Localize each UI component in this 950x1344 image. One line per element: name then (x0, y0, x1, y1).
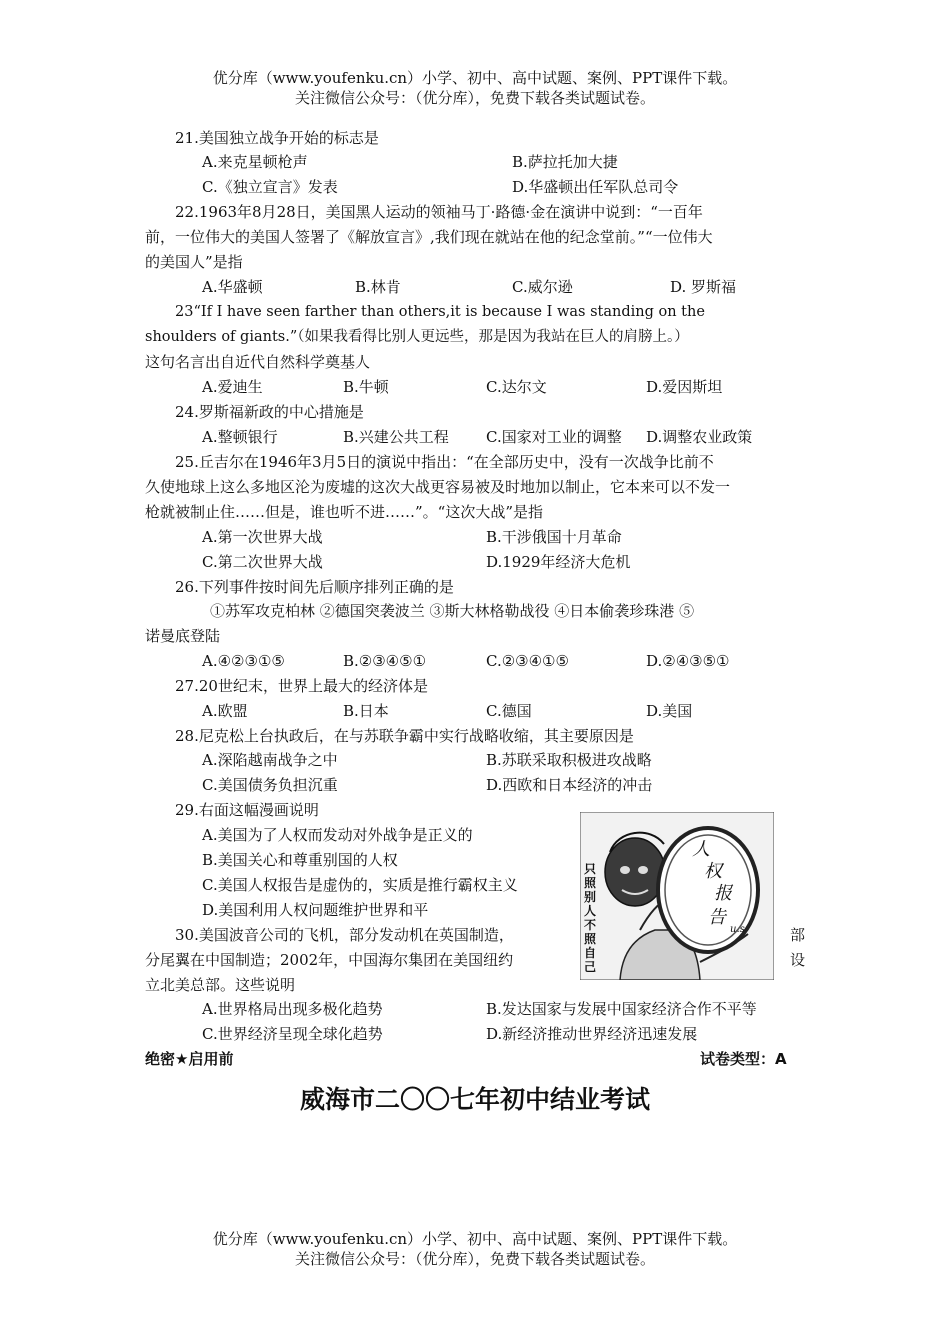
q25-line-2: 久使地球上这么多地区沦为废墟的这次大战更容易被及时地加以制止，它本来可以不发一 (145, 478, 731, 496)
q26-option-a: A.④②③①⑤ (202, 652, 285, 670)
q22-option-a: A.华盛顿 (202, 278, 263, 296)
side-char-1: 只 (584, 862, 597, 876)
q22-option-c: C.威尔逊 (512, 278, 573, 296)
q21-option-a: A.来克星顿枪声 (202, 153, 308, 171)
q30-line-2: 分尾翼在中国制造；2002年，中国海尔集团在美国纽约 (145, 951, 514, 969)
q30-line-3: 立北美总部。这些说明 (145, 976, 296, 994)
cartoon-illustration (580, 812, 774, 980)
secret-label: 绝密★启用前 (145, 1050, 234, 1068)
q30-option-c: C.世界经济呈现全球化趋势 (202, 1025, 383, 1043)
q23-line-1: 23“If I have seen farther than others,it is because I was standing on the (175, 304, 705, 320)
q21-option-b: B.萨拉托加大捷 (512, 153, 618, 171)
side-char-5: 不 (584, 918, 597, 932)
side-char-6: 照 (584, 932, 597, 946)
footer-line-2: 关注微信公众号：（优分库），免费下载各类试题试卷。 (294, 1250, 655, 1268)
q30-option-d: D.新经济推动世界经济迅速发展 (486, 1025, 698, 1043)
mirror-text-3: 报 (714, 883, 732, 904)
q23-option-a: A.爱迪生 (202, 378, 263, 396)
paper-type: 试卷类型：A (700, 1050, 787, 1068)
q28-option-c: C.美国债务负担沉重 (202, 776, 338, 794)
q22-option-b: B.林肯 (355, 278, 401, 296)
side-char-3: 别 (584, 890, 597, 904)
side-char-4: 人 (584, 904, 597, 918)
q25-line-3: 枪就被制止住……但是，谁也听不进……”。“这次大战”是指 (145, 503, 544, 521)
q23-line-2: shoulders of giants.”（如果我看得比别人更远些，那是因为我站在巨人的肩膀上。） (145, 329, 689, 345)
mirror-text-1: 人 (692, 839, 710, 860)
q22-line-1: 22.1963年8月28日，美国黑人运动的领袖马丁·路德·金在演讲中说到：“一百年 (175, 203, 703, 221)
q23-line-3: 这句名言出自近代自然科学奠基人 (145, 353, 371, 371)
q22-line-2: 前，一位伟大的美国人签署了《解放宣言》,我们现在就站在他的纪念堂前。”“一位伟大 (145, 228, 713, 246)
q26-option-c: C.②③④①⑤ (486, 652, 569, 670)
q26-events: ①苏军攻克柏林 ②德国突袭波兰 ③斯大林格勒战役 ④日本偷袭珍珠港 ⑤ (210, 602, 695, 620)
q25-option-a: A.第一次世界大战 (202, 528, 323, 546)
q24-option-c: C.国家对工业的调整 (486, 428, 622, 446)
footer-line-1: 优分库（www.youfenku.cn）小学、初中、高中试题、案例、PPT课件下载。 (212, 1230, 738, 1248)
side-char-2: 照 (584, 876, 597, 890)
q30-line-1: 30.美国波音公司的飞机，部分发动机在英国制造， (175, 926, 514, 944)
q27-option-d: D.美国 (646, 702, 693, 720)
mirror-text-2: 权 (704, 861, 722, 882)
q28-option-a: A.深陷越南战争之中 (202, 751, 338, 769)
header-line-2: 关注微信公众号：（优分库），免费下载各类试题试卷。 (294, 89, 655, 107)
q29-option-a: A.美国为了人权而发动对外战争是正义的 (202, 826, 473, 844)
mirror-us-label: u.s (730, 924, 745, 935)
q26-option-d: D.②④③⑤① (646, 652, 730, 670)
q25-option-d: D.1929年经济大危机 (486, 553, 631, 571)
q28-stem: 28.尼克松上台执政后，在与苏联争霸中实行战略收缩，其主要原因是 (175, 727, 634, 745)
q29-option-b: B.美国关心和尊重别国的人权 (202, 851, 398, 869)
q27-stem: 27.20世纪末，世界上最大的经济体是 (175, 677, 428, 695)
q27-option-b: B.日本 (343, 702, 389, 720)
q30-option-b: B.发达国家与发展中国家经济合作不平等 (486, 1000, 757, 1018)
q21-option-c: C.《独立宣言》发表 (202, 178, 338, 196)
q26-option-b: B.②③④⑤① (343, 652, 427, 670)
side-char-8: 己 (584, 960, 597, 974)
q22-line-3: 的美国人”是指 (145, 253, 243, 271)
q29-option-c: C.美国人权报告是虚伪的，实质是推行霸权主义 (202, 876, 518, 894)
q27-option-c: C.德国 (486, 702, 532, 720)
mirror-text-4: 告 (708, 907, 726, 928)
q21-option-d: D.华盛顿出任军队总司令 (512, 178, 679, 196)
q28-option-d: D.西欧和日本经济的冲击 (486, 776, 653, 794)
q21-stem: 21.美国独立战争开始的标志是 (175, 129, 379, 147)
q28-option-b: B.苏联采取积极进攻战略 (486, 751, 652, 769)
human-rights-cartoon (580, 812, 774, 980)
q25-option-b: B.干涉俄国十月革命 (486, 528, 622, 546)
q23-option-c: C.达尔文 (486, 378, 547, 396)
q27-option-a: A.欧盟 (202, 702, 248, 720)
q25-line-1: 25.丘吉尔在1946年3月5日的演说中指出：“在全部历史中，没有一次战争比前不 (175, 453, 714, 471)
q26-events-cont: 诺曼底登陆 (145, 627, 221, 645)
side-char-7: 自 (584, 946, 597, 960)
q24-stem: 24.罗斯福新政的中心措施是 (175, 403, 364, 421)
q30-option-a: A.世界格局出现多极化趋势 (202, 1000, 383, 1018)
q29-stem: 29.右面这幅漫画说明 (175, 801, 319, 819)
header-line-1: 优分库（www.youfenku.cn）小学、初中、高中试题、案例、PPT课件下载。 (212, 69, 738, 87)
q23-option-d: D.爱因斯坦 (646, 378, 723, 396)
cartoon-side-text (584, 862, 598, 974)
q30-line-1-end: 部 (790, 926, 806, 944)
q24-option-a: A.整顿银行 (202, 428, 278, 446)
q22-option-d: D. 罗斯福 (670, 278, 737, 296)
q26-stem: 26.下列事件按时间先后顺序排列正确的是 (175, 578, 454, 596)
q29-option-d: D.美国利用人权问题维护世界和平 (202, 901, 429, 919)
q24-option-d: D.调整农业政策 (646, 428, 753, 446)
q23-option-b: B.牛顿 (343, 378, 389, 396)
q30-line-2-end: 设 (790, 951, 806, 969)
exam-title: 威海市二〇〇七年初中结业考试 (299, 1085, 650, 1114)
q25-option-c: C.第二次世界大战 (202, 553, 323, 571)
q24-option-b: B.兴建公共工程 (343, 428, 449, 446)
